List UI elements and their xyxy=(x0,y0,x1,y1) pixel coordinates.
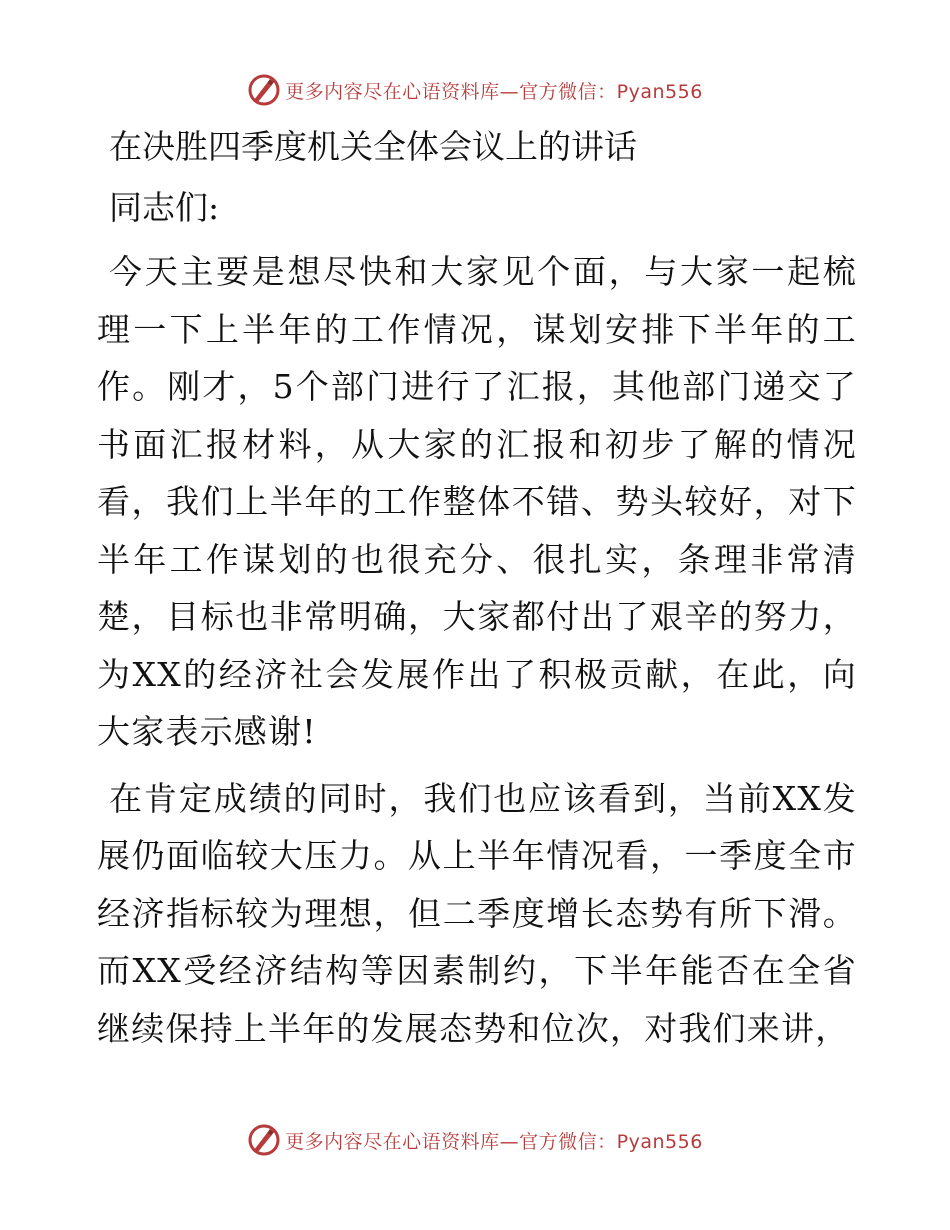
header-watermark xyxy=(0,70,950,110)
footer-watermark xyxy=(0,1120,950,1160)
document-body xyxy=(97,121,857,1066)
paragraph-1: 今天主要是想尽快和大家见个面，与大家一起梳理一下上半年的工作情况，谋划安排下半年的工作。刚才，5个部门进行了汇报，其他部门递交了书面汇报材料，从大家的汇报和初步了解的情况看，我们上半年的工作整体不错、势头较好，对下半年工作谋划的也很充分、很扎实，条理非常清楚，目标也非常明确，大家都付出了艰辛的努力，为XX的经济社会发展作出了积极贡献，在此，向大家表示感谢! xyxy=(97,252,857,751)
watermark-text: 更多内容尽在心语资料库—官方微信：Pyan556 xyxy=(285,80,703,103)
paragraph-2: 在肯定成绩的同时，我们也应该看到，当前XX发展仍面临较大压力。从上半年情况看，一季度全市经济指标较为理想，但二季度增长态势有所下滑。而XX受经济结构等因素制约，下半年能否在全省继续保持上半年的发展态势和位次，对我们来讲， xyxy=(97,778,857,1048)
salutation: 同志们: xyxy=(109,188,220,227)
watermark-text: 更多内容尽在心语资料库—官方微信：Pyan556 xyxy=(285,1130,703,1153)
document-title: 在决胜四季度机关全体会议上的讲话 xyxy=(109,127,637,166)
pen-logo-icon xyxy=(247,73,281,107)
pen-logo-icon xyxy=(247,1123,281,1157)
